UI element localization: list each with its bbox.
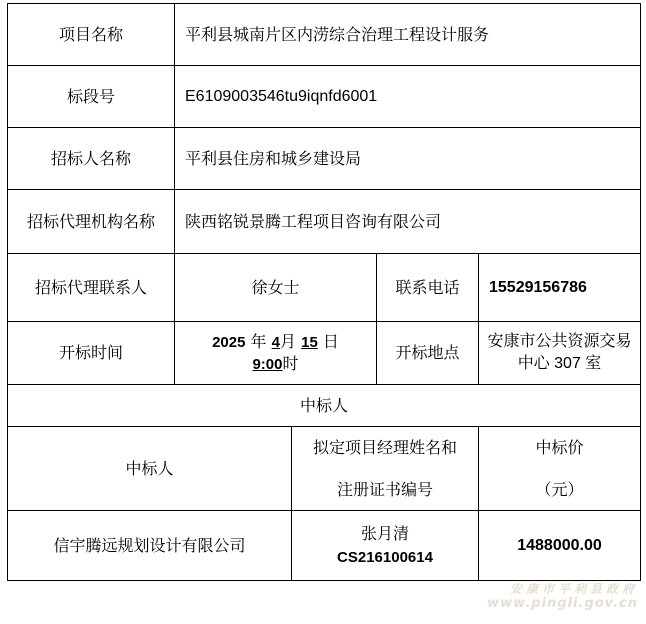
winner-header-manager-line1: 拟定项目经理姓名和 (312, 438, 457, 457)
winner-manager-name: 张月清 (360, 524, 409, 544)
section-value: E6109003546tu9iqnfd6001 (175, 66, 641, 128)
winner-header-price-line2: （元） (535, 479, 584, 499)
agency-value: 陕西铭锐景腾工程项目咨询有限公司 (175, 190, 641, 254)
opening-day-unit: 日 (322, 331, 339, 351)
contact-label: 招标代理联系人 (8, 254, 175, 322)
winner-price: 1488000.00 (479, 511, 641, 581)
contact-value: 徐女士 (175, 254, 377, 322)
winner-manager-cert: CS216100614 (337, 548, 433, 566)
tenderer-value: 平利县住房和城乡建设局 (175, 128, 641, 190)
row-project (8, 4, 641, 66)
row-opening (8, 322, 641, 385)
phone-label: 联系电话 (377, 254, 479, 322)
project-value: 平利县城南片区内涝综合治理工程设计服务 (175, 4, 641, 66)
opening-year-unit: 年 (250, 331, 267, 351)
row-contact (8, 254, 641, 322)
watermark-line1: 安康市平利县政府 (509, 582, 638, 597)
row-tenderer (8, 128, 641, 190)
winner-header-price-line1: 中标价 (535, 438, 584, 457)
opening-hour-unit: 时 (282, 354, 299, 373)
opening-place-label: 开标地点 (377, 322, 479, 385)
watermark-line2: www.pingli.gov.cn (487, 596, 638, 612)
opening-hour: 9:00 (252, 356, 283, 373)
tenderer-label: 招标人名称 (8, 128, 175, 190)
row-winner-title (8, 385, 641, 427)
bid-result-table (7, 3, 641, 581)
winner-header-manager (292, 427, 479, 511)
agency-label: 招标代理机构名称 (8, 190, 175, 254)
row-section (8, 66, 641, 128)
row-winner (8, 511, 641, 581)
opening-place-value: 安康市公共资源交易中心 307 室 (479, 322, 641, 385)
winner-company: 信宇腾远规划设计有限公司 (8, 511, 292, 581)
winner-section-title: 中标人 (8, 385, 641, 427)
opening-year: 2025 (212, 333, 246, 351)
winner-header-price (479, 427, 641, 511)
row-agency (8, 190, 641, 254)
project-label: 项目名称 (8, 4, 175, 66)
winner-manager (292, 511, 479, 581)
phone-value: 15529156786 (479, 254, 641, 322)
winner-header-manager-line2: 注册证书编号 (336, 479, 433, 499)
opening-month-unit: 月 (280, 331, 297, 351)
opening-day: 15 (301, 333, 318, 351)
winner-header-company: 中标人 (8, 427, 292, 511)
opening-month: 4 (271, 333, 280, 351)
section-label: 标段号 (8, 66, 175, 128)
opening-time-label: 开标时间 (8, 322, 175, 385)
opening-time-value (175, 322, 377, 385)
watermark (487, 582, 638, 612)
row-winner-header (8, 427, 641, 511)
